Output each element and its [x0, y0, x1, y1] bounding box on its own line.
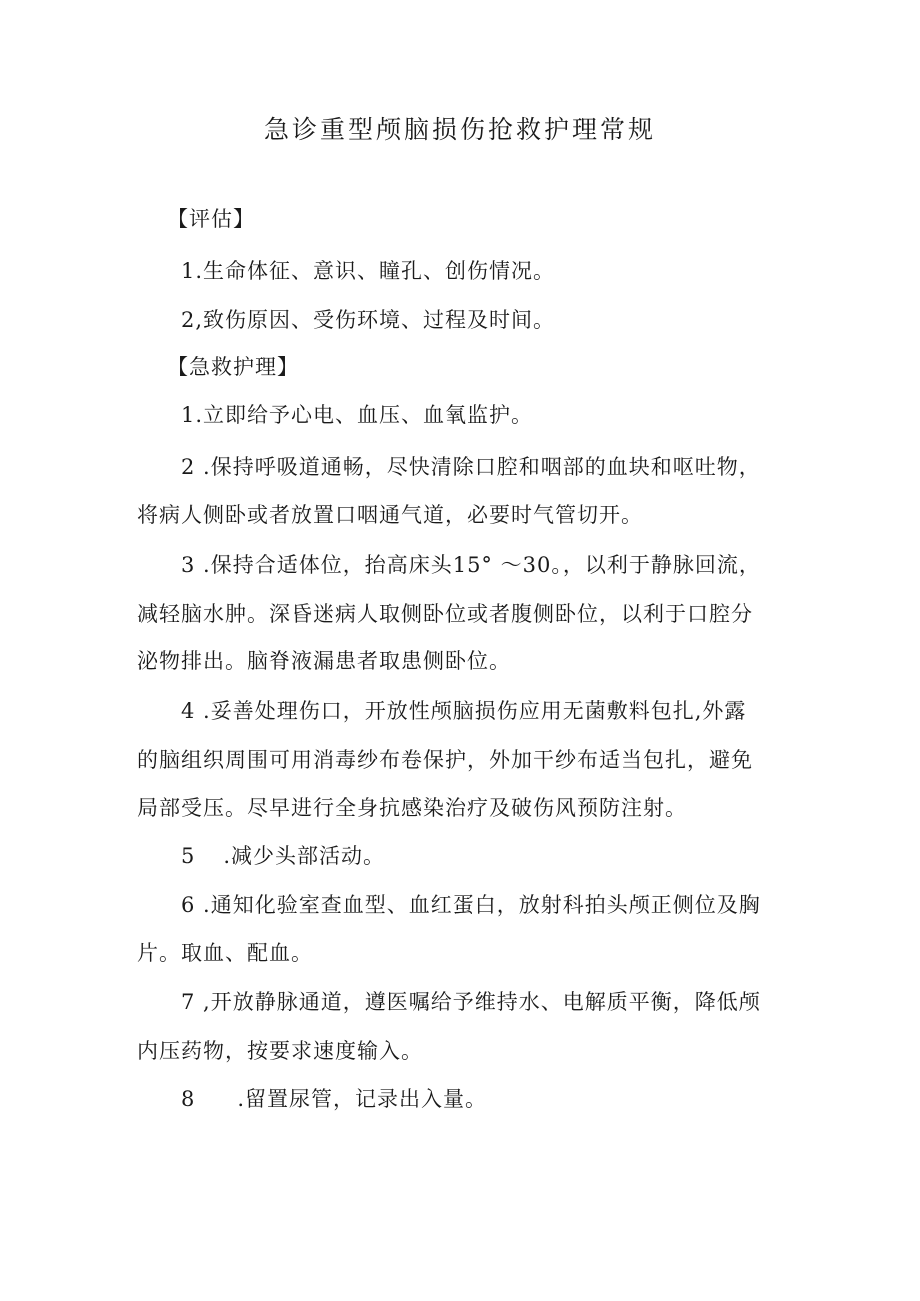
- first-aid-item-4-line-3: 局部受压。尽早进行全身抗感染治疗及破伤风预防注射。: [137, 796, 687, 820]
- document-title: 急诊重型颅脑损伤抢救护理常规: [263, 115, 656, 144]
- first-aid-item-2-line-2: 将病人侧卧或者放置口咽通气道，必要时气管切开。: [137, 503, 643, 527]
- first-aid-item-8: [181, 1079, 487, 1119]
- first-aid-item-3-line-3: 泌物排出。脑脊液漏患者取患侧卧位。: [137, 649, 511, 673]
- first-aid-item-6-line-2: 片。取血、配血。: [137, 941, 313, 965]
- assessment-item-2: 2,致伤原因、受伤环境、过程及时间。: [181, 308, 556, 332]
- first-aid-item-1: 1.立即给予心电、血压、血氧监护。: [181, 403, 534, 427]
- item-5-number: 5: [181, 844, 196, 868]
- first-aid-item-4-line-2: 的脑组织周围可用消毒纱布卷保护，外加干纱布适当包扎，避免: [137, 748, 753, 772]
- section-heading-first-aid: 【急救护理】: [167, 355, 299, 379]
- first-aid-item-4-line-1: 4 .妥善处理伤口，开放性颅脑损伤应用无菌敷料包扎,外露: [181, 699, 747, 723]
- first-aid-item-3-line-2: 减轻脑水肿。深昏迷病人取侧卧位或者腹侧卧位，以利于口腔分: [137, 602, 753, 626]
- first-aid-item-6-line-1: 6 .通知化验室查血型、血红蛋白，放射科拍头颅正侧位及胸: [181, 893, 761, 917]
- first-aid-item-5: [181, 836, 385, 876]
- first-aid-item-7-line-1: 7 ,开放静脉通道，遵医嘱给予维持水、电解质平衡，降低颅: [181, 990, 761, 1014]
- first-aid-item-2-line-1: 2 .保持呼吸道通畅，尽快清除口腔和咽部的血块和呕吐物，: [181, 455, 761, 479]
- first-aid-item-7-line-2: 内压药物，按要求速度输入。: [137, 1039, 423, 1063]
- assessment-item-1: 1.生命体征、意识、瞳孔、创伤情况。: [181, 259, 556, 283]
- item-8-text: .留置尿管，记录出入量。: [237, 1087, 488, 1111]
- item-5-text: .减少头部活动。: [223, 844, 386, 868]
- item-8-number: 8: [181, 1087, 196, 1111]
- section-heading-assessment: 【评估】: [167, 207, 255, 231]
- first-aid-item-3-line-1: 3 .保持合适体位，抬高床头15° ～30。，以利于静脉回流，: [181, 553, 761, 577]
